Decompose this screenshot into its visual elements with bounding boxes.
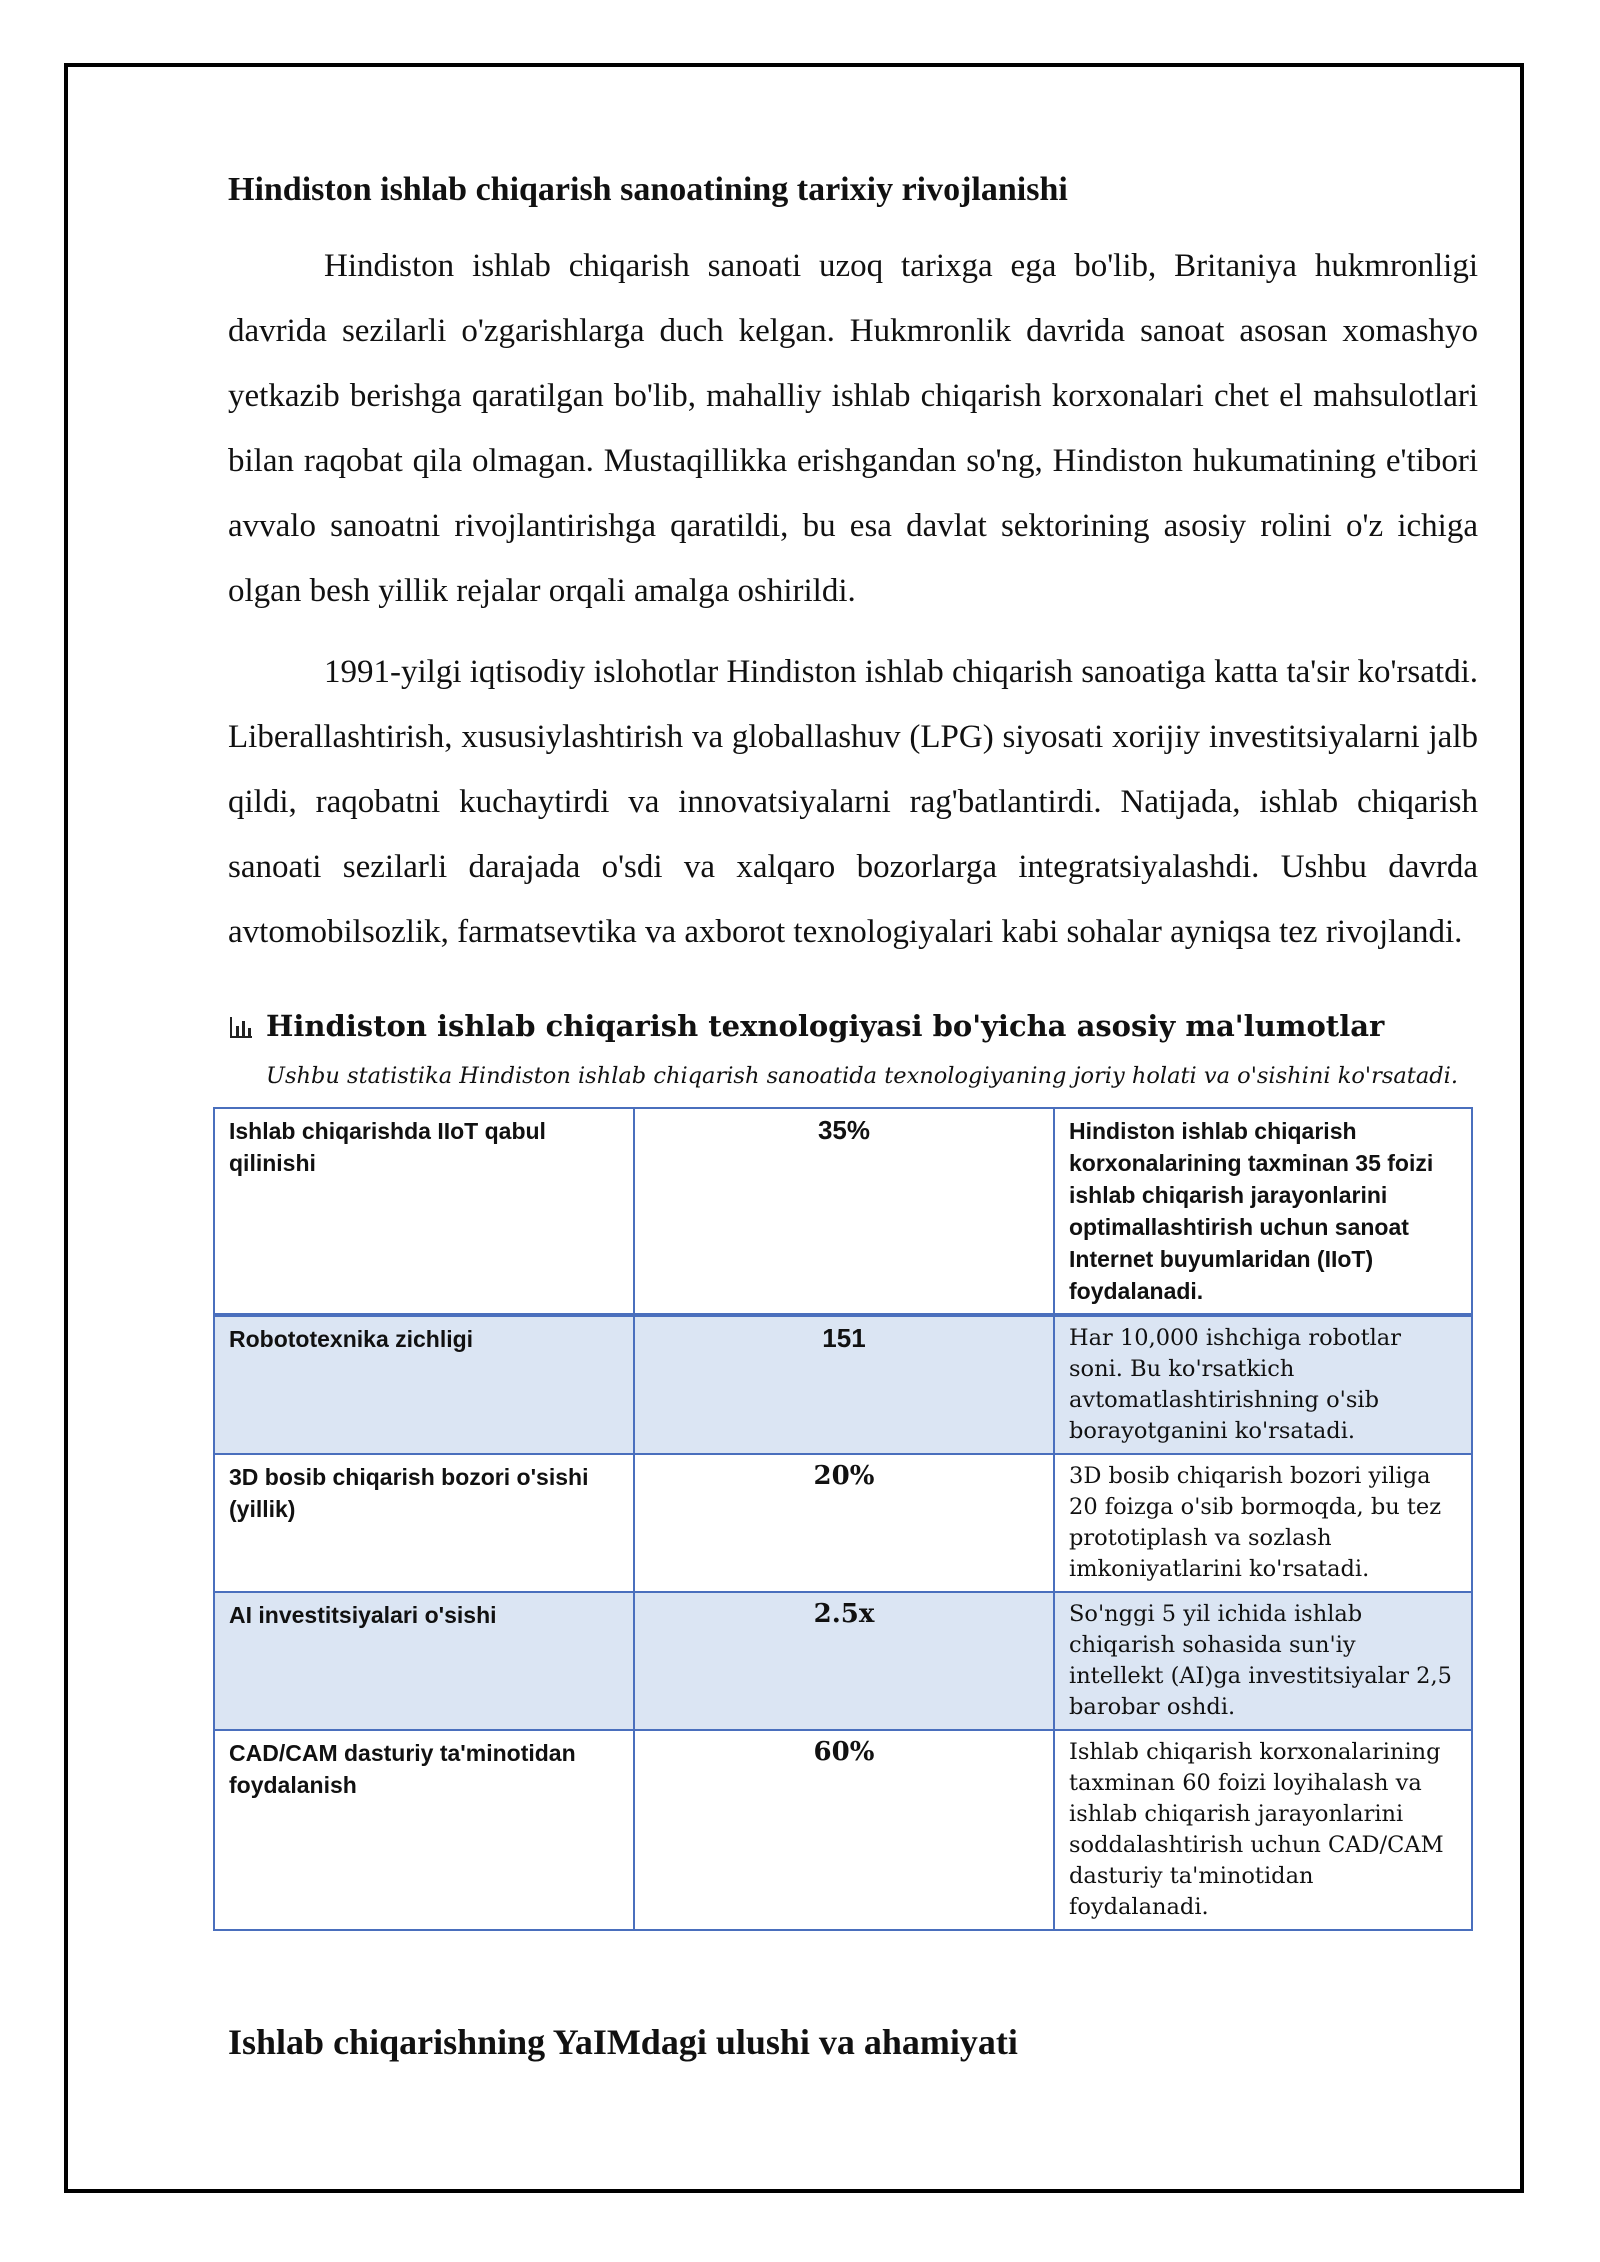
value-cell: 35%	[634, 1108, 1054, 1315]
value-cell: 20%	[634, 1454, 1054, 1592]
table-row	[214, 1454, 1472, 1592]
metric-cell: Robototexnika zichligi	[214, 1315, 634, 1454]
value-cell: 2.5x	[634, 1592, 1054, 1730]
value-cell: 151	[634, 1315, 1054, 1454]
description-cell: Har 10,000 ishchiga robotlar soni. Bu ko'rsatkich avtomatlashtirishning o'sib borayotganini ko'rsatadi.	[1054, 1315, 1472, 1454]
stats-heading-text: Hindiston ishlab chiqarish texnologiyasi bo'yicha asosiy ma'lumotlar	[266, 1009, 1385, 1044]
table-row	[214, 1108, 1472, 1315]
metric-cell: Ishlab chiqarishda IIoT qabul qilinishi	[214, 1108, 634, 1315]
stats-heading	[228, 1009, 1478, 1043]
paragraph-2: 1991-yilgi iqtisodiy islohotlar Hindiston ishlab chiqarish sanoatiga katta ta'sir ko'rsatdi. Liberallashtirish, xususiylashtirish va globallashuv (LPG) siyosati xorijiy investitsiyalarni jalb qildi, raqobatni kuchaytirdi va innovatsiyalarni rag'batlantirdi. Natijada, ishlab chiqarish sanoati sezilarli darajada o'sdi va xalqaro bozorlarga integratsiyalashdi. Ushbu davrda avtomobilsozlik, farmatsevtika va axborot texnologiyalari kabi sohalar ayniqsa tez rivojlandi.	[228, 654, 1478, 951]
document-body	[228, 168, 1478, 2063]
section-title-history: Hindiston ishlab chiqarish sanoatining tarixiy rivojlanishi	[228, 171, 1068, 208]
description-cell: 3D bosib chiqarish bozori yiliga 20 foizga o'sib bormoqda, bu tez prototiplash va sozlash imkoniyatlarini ko'rsatadi.	[1054, 1454, 1472, 1592]
table-row	[214, 1315, 1472, 1454]
value-cell: 60%	[634, 1730, 1054, 1930]
description-cell: Ishlab chiqarish korxonalarining taxminan 60 foizi loyihalash va ishlab chiqarish jarayonlarini soddalashtirish uchun CAD/CAM dasturiy ta'minotidan foydalanadi.	[1054, 1730, 1472, 1930]
section-title-gdp: Ishlab chiqarishning YaIMdagi ulushi va ahamiyati	[228, 2022, 1018, 2063]
paragraph-1: Hindiston ishlab chiqarish sanoati uzoq tarixga ega bo'lib, Britaniya hukmronligi davrida sezilarli o'zgarishlarga duch kelgan. Hukmronlik davrida sanoat asosan xomashyo yetkazib berishga qaratilgan bo'lib, mahalliy ishlab chiqarish korxonalari chet el mahsulotlari bilan raqobat qila olmagan. Mustaqillikka erishgandan so'ng, Hindiston hukumatining e'tibori avvalo sanoatni rivojlantirishga qaratildi, bu esa davlat sektorining asosiy rolini o'z ichiga olgan besh yillik rejalar orqali amalga oshirildi.	[228, 248, 1478, 610]
metric-cell: CAD/CAM dasturiy ta'minotidan foydalanish	[214, 1730, 634, 1930]
description-cell: Hindiston ishlab chiqarish korxonalarining taxminan 35 foizi ishlab chiqarish jarayonlarini optimallashtirish uchun sanoat Internet buyumlaridan (IIoT) foydalanadi.	[1054, 1108, 1472, 1315]
stats-subtitle: Ushbu statistika Hindiston ishlab chiqarish sanoatida texnologiyaning joriy holati va o'sishini ko'rsatadi.	[266, 1063, 1458, 1090]
metric-cell: AI investitsiyalari o'sishi	[214, 1592, 634, 1730]
metric-cell: 3D bosib chiqarish bozori o'sishi (yillik)	[214, 1454, 634, 1592]
description-cell: So'nggi 5 yil ichida ishlab chiqarish sohasida sun'iy intellekt (AI)ga investitsiyalar 2,5 barobar oshdi.	[1054, 1592, 1472, 1730]
stats-table	[213, 1107, 1473, 1931]
bar-chart-icon	[228, 1013, 254, 1039]
table-row	[214, 1730, 1472, 1930]
table-row	[214, 1592, 1472, 1730]
